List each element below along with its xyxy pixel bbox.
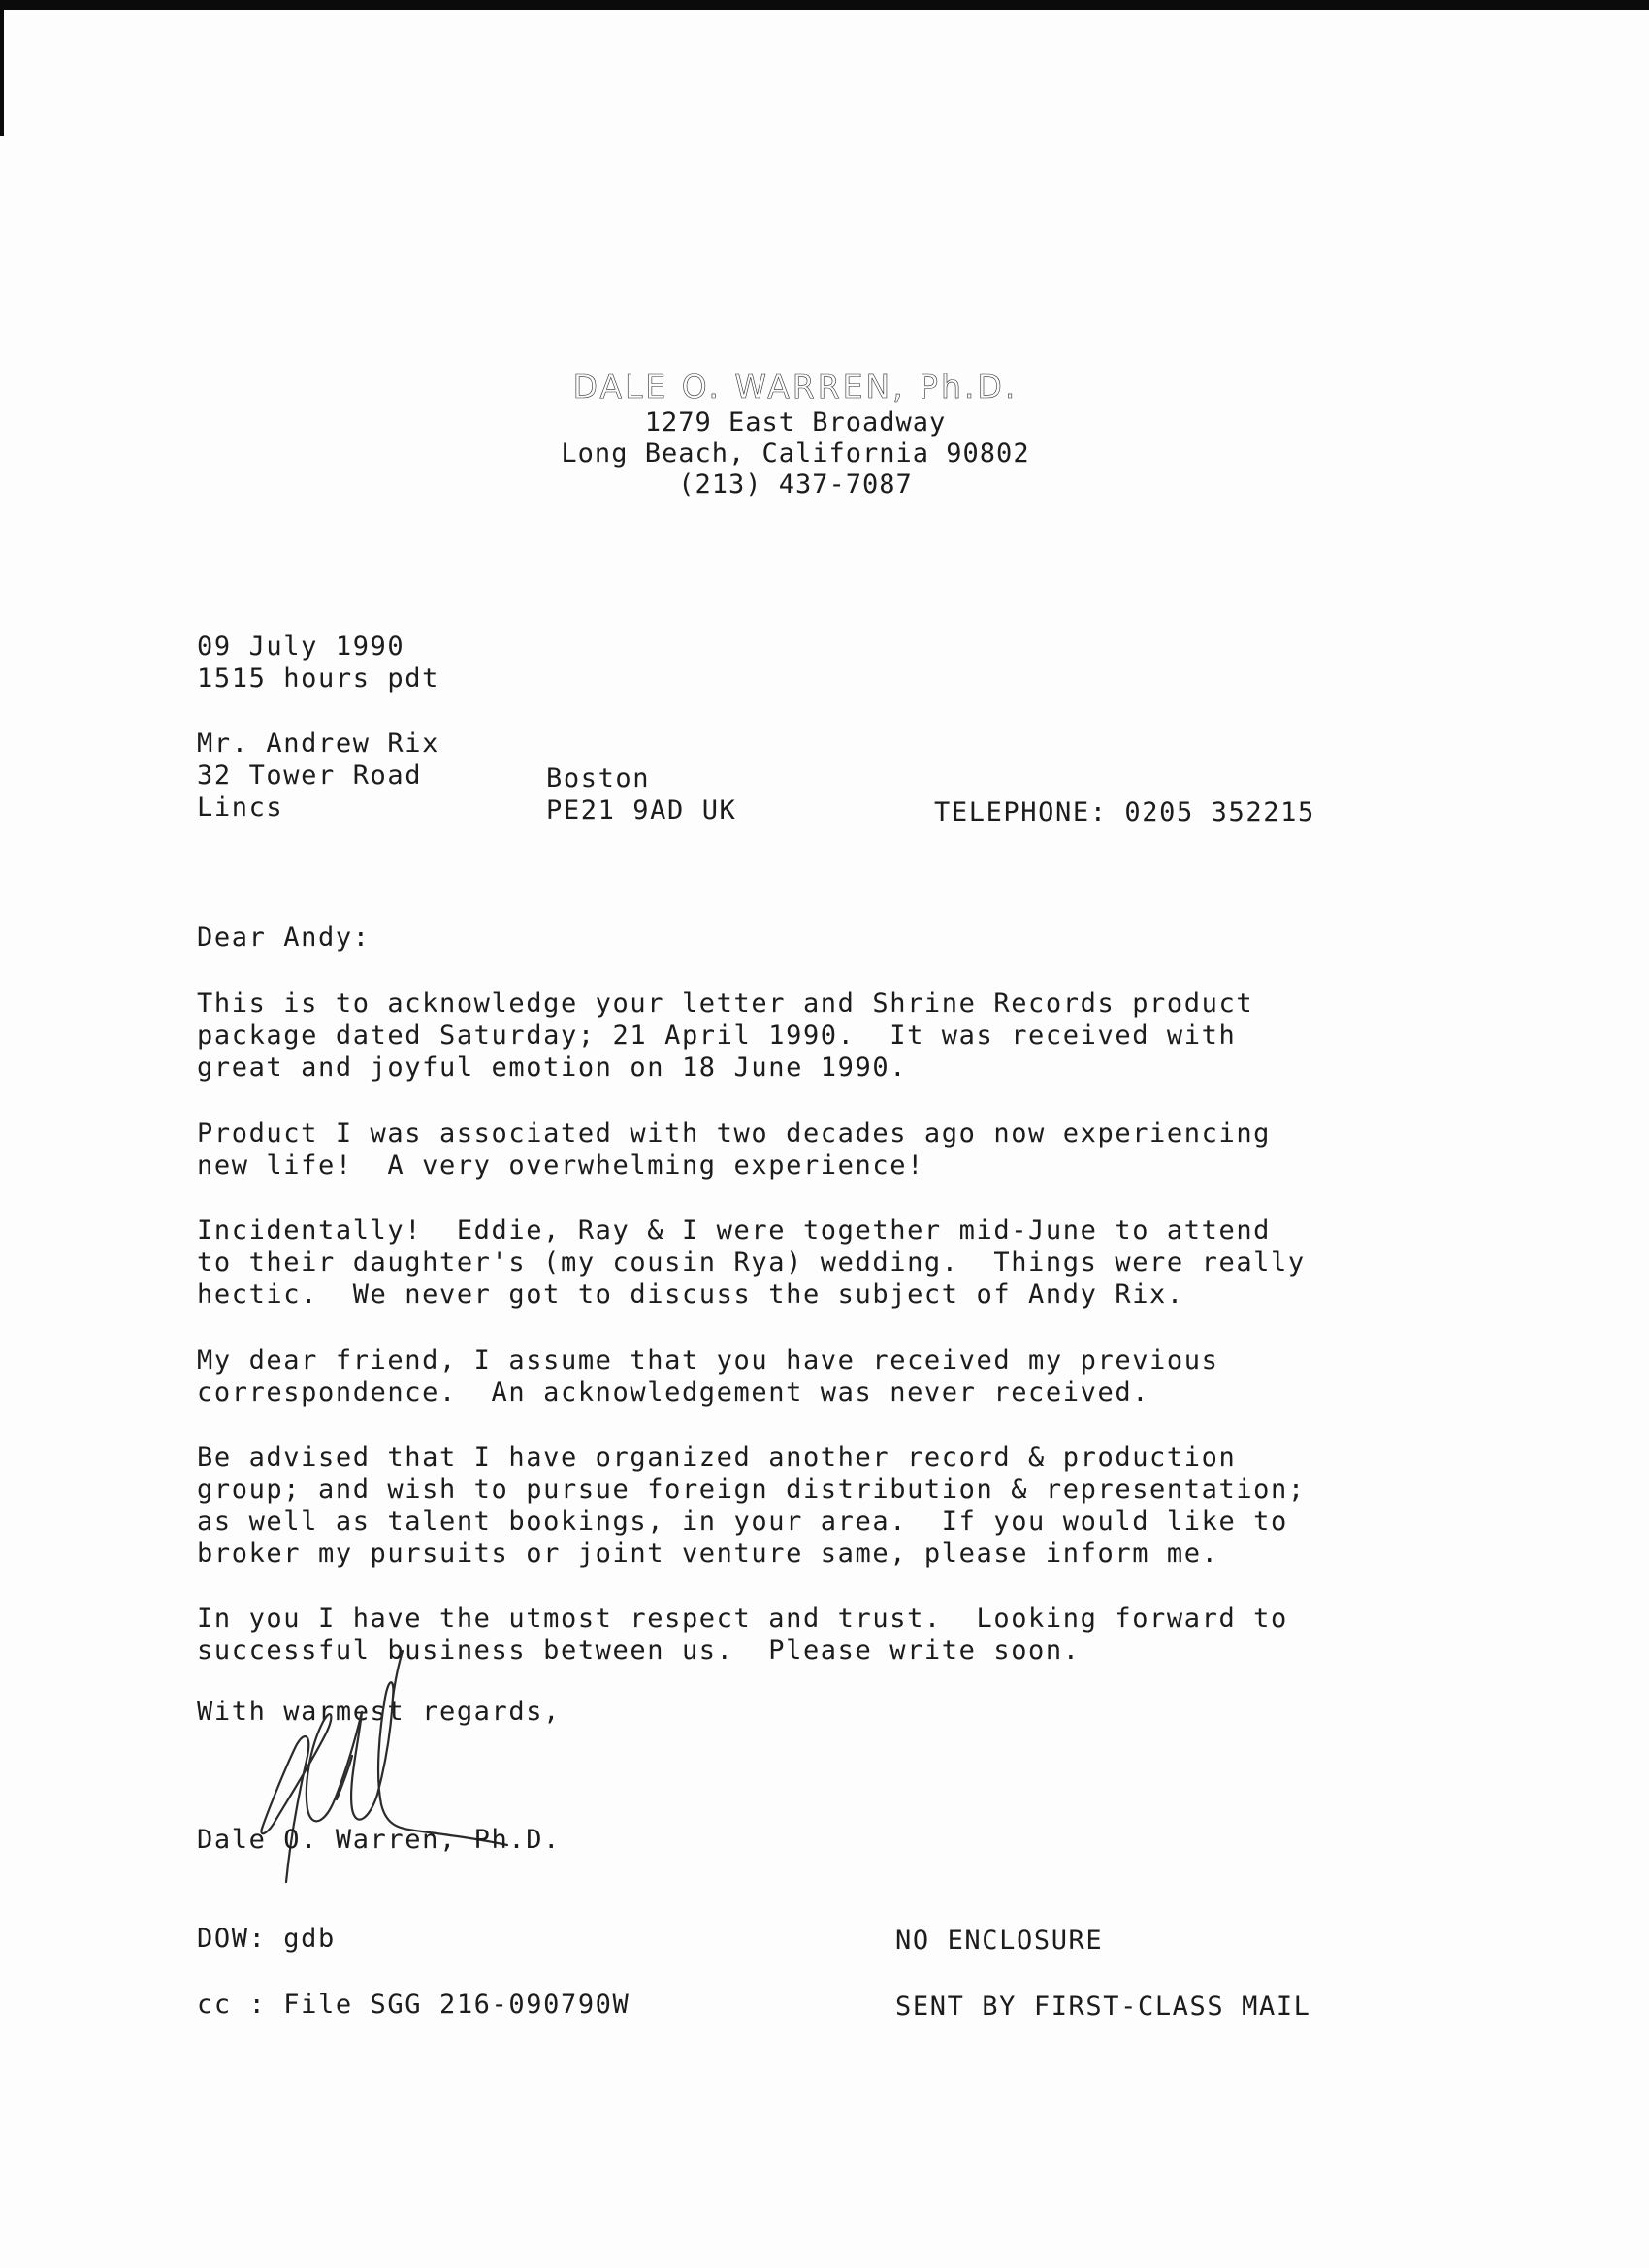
typist-initials: DOW: gdb	[197, 1924, 336, 1954]
paragraph-line: successful business between us. Please write soon.	[197, 1636, 1081, 1666]
scan-edge-top	[0, 0, 1649, 10]
paragraph-line: hectic. We never got to discuss the subject of Andy Rix.	[197, 1280, 1184, 1310]
signatory-name: Dale O. Warren, Ph.D.	[197, 1825, 561, 1855]
paragraph-line: In you I have the utmost respect and trust. Looking forward to	[197, 1604, 1288, 1634]
recipient-street: 32 Tower Road	[197, 761, 423, 791]
paragraph-5	[197, 1442, 1306, 1570]
closing: With warmest regards,	[197, 1697, 561, 1727]
paragraph-line: to their daughter's (my cousin Rya) wedding. Things were really	[197, 1247, 1306, 1278]
paragraph-3	[197, 1215, 1306, 1311]
letterhead-city: Long Beach, California 90802	[561, 438, 1030, 469]
paragraph-line: package dated Saturday; 21 April 1990. It was received with	[197, 1021, 1237, 1051]
paragraph-line: great and joyful emotion on 18 June 1990.	[197, 1053, 908, 1083]
salutation: Dear Andy:	[197, 923, 371, 953]
paragraph-line: as well as talent bookings, in your area. If you would like to	[197, 1507, 1288, 1537]
letterhead-name: DALE O. WARREN, Ph.D.	[572, 368, 1018, 405]
recipient-town: Boston	[546, 763, 651, 794]
paragraph-line: Product I was associated with two decades ago now experiencing	[197, 1118, 1272, 1149]
paragraph-line: correspondence. An acknowledgement was never received.	[197, 1377, 1150, 1408]
paragraph-4	[197, 1345, 1218, 1409]
scan-edge-left	[0, 0, 4, 136]
recipient-postcode: PE21 9AD UK	[546, 795, 737, 826]
recipient-name: Mr. Andrew Rix	[197, 729, 439, 759]
date-line: 09 July 1990	[197, 632, 405, 662]
letterhead-street: 1279 East Broadway	[644, 407, 947, 437]
enclosure-note: NO ENCLOSURE	[895, 1926, 1104, 1956]
recipient-county: Lincs	[197, 793, 284, 823]
letterhead-phone: (213) 437-7087	[678, 470, 913, 500]
paragraph-line: Be advised that I have organized another record & production	[197, 1442, 1237, 1473]
paragraph-line: new life! A very overwhelming experience!	[197, 1150, 924, 1181]
mailing-note: SENT BY FIRST-CLASS MAIL	[895, 1992, 1311, 2022]
paragraph-line: This is to acknowledge your letter and Shrine Records product	[197, 988, 1254, 1019]
paragraph-2	[197, 1118, 1271, 1182]
time-line: 1515 hours pdt	[197, 664, 439, 694]
recipient-telephone: TELEPHONE: 0205 352215	[934, 797, 1315, 827]
paragraph-line: Incidentally! Eddie, Ray & I were together mid-June to attend	[197, 1215, 1272, 1246]
letterhead	[0, 367, 1591, 501]
paragraph-line: broker my pursuits or joint venture same, please inform me.	[197, 1539, 1219, 1569]
paragraph-line: group; and wish to pursue foreign distribution & representation;	[197, 1474, 1306, 1505]
paragraph-line: My dear friend, I assume that you have received my previous	[197, 1345, 1219, 1376]
carbon-copy-line: cc : File SGG 216-090790W	[197, 1990, 630, 2020]
paragraph-1	[197, 988, 1253, 1084]
